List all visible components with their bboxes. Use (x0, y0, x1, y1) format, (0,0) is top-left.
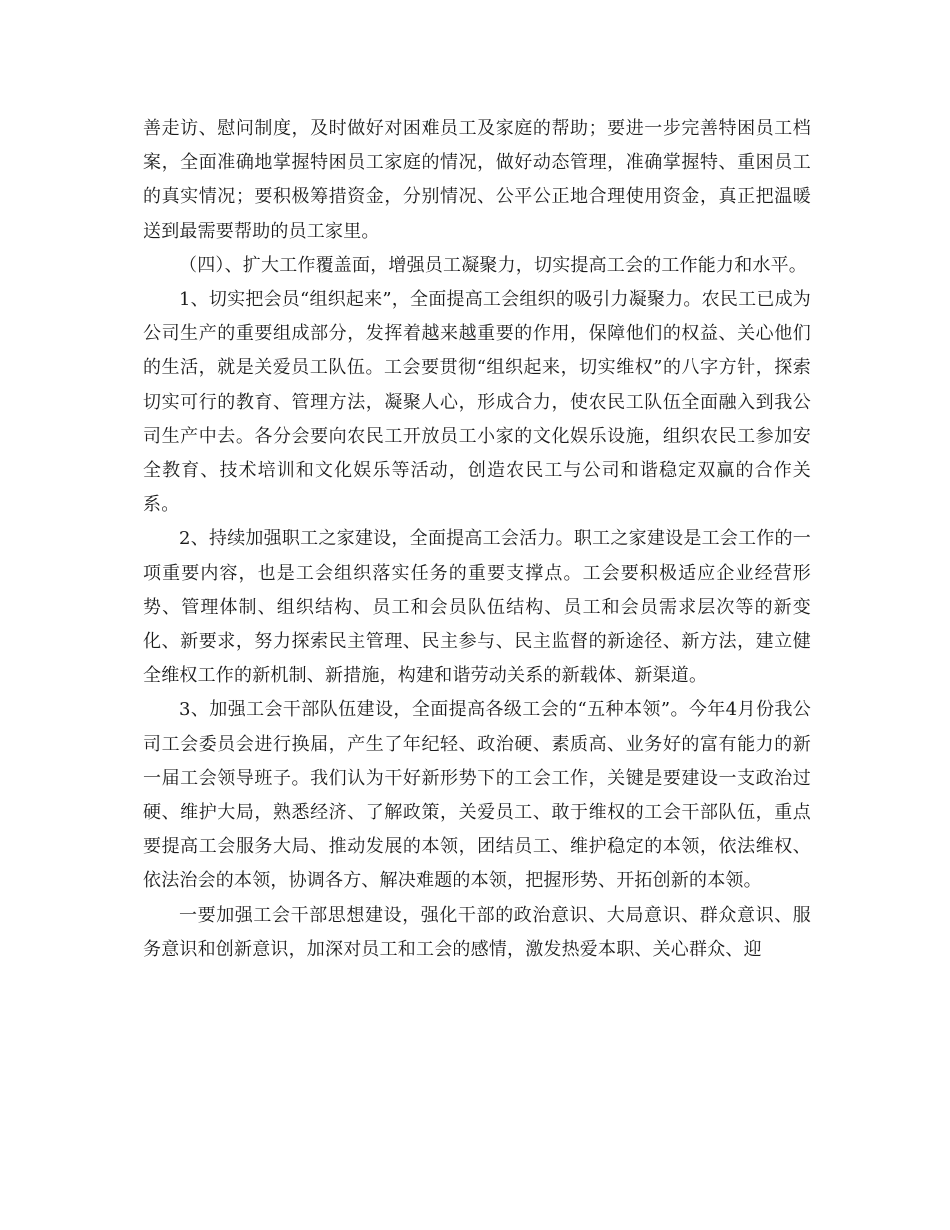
document-body (143, 112, 811, 967)
paragraph-continuation: 善走访、慰问制度，及时做好对困难员工及家庭的帮助；要进一步完善特困员工档案，全面准确地掌握特困员工家庭的情况，做好动态管理，准确掌握特、重困员工的真实情况；要积极筹措资金，分别情况、公平公正地合理使用资金，真正把温暖送到最需要帮助的员工家里。 (143, 118, 811, 242)
paragraph-first-point: 一要加强工会干部思想建设，强化干部的政治意识、大局意识、群众意识、服务意识和创新意识，加深对员工和工会的感情，激发热爱本职、关心群众、迎 (143, 904, 811, 960)
paragraph-item-1: 1、切实把会员“组织起来”，全面提高工会组织的吸引力凝聚力。农民工已成为公司生产的重要组成部分，发挥着越来越重要的作用，保障他们的权益、关心他们的生活，就是关爱员工队伍。工会要贯彻“组织起来，切实维权”的八字方针，探索切实可行的教育、管理方法，凝聚人心，形成合力，使农民工队伍全面融入到我公司生产中去。各分会要向农民工开放员工小家的文化娱乐设施，组织农民工参加安全教育、技术培训和文化娱乐等活动，创造农民工与公司和谐稳定双赢的合作关系。 (143, 289, 811, 516)
paragraph-item-2: 2、持续加强职工之家建设，全面提高工会活力。职工之家建设是工会工作的一项重要内容，也是工会组织落实任务的重要支撑点。工会要积极适应企业经营形势、管理体制、组织结构、员工和会员队伍结构、员工和会员需求层次等的新变化、新要求，努力探索民主管理、民主参与、民主监督的新途径、新方法，建立健全维权工作的新机制、新措施，构建和谐劳动关系的新载体、新渠道。 (143, 528, 811, 687)
paragraph-item-3: 3、加强工会干部队伍建设，全面提高各级工会的“五种本领”。今年4月份我公司工会委员会进行换届，产生了年纪轻、政治硬、素质高、业务好的富有能力的新一届工会领导班子。我们认为干好新形势下的工会工作，关键是要建设一支政治过硬、维护大局，熟悉经济、了解政策，关爱员工、敢于维权的工会干部队伍，重点要提高工会服务大局、推动发展的本领，团结员工、维护稳定的本领，依法维权、依法治会的本领，协调各方、解决难题的本领，把握形势、开拓创新的本领。 (143, 699, 811, 892)
section-heading-4: （四）、扩大工作覆盖面，增强员工凝聚力，切实提高工会的工作能力和水平。 (179, 254, 807, 276)
